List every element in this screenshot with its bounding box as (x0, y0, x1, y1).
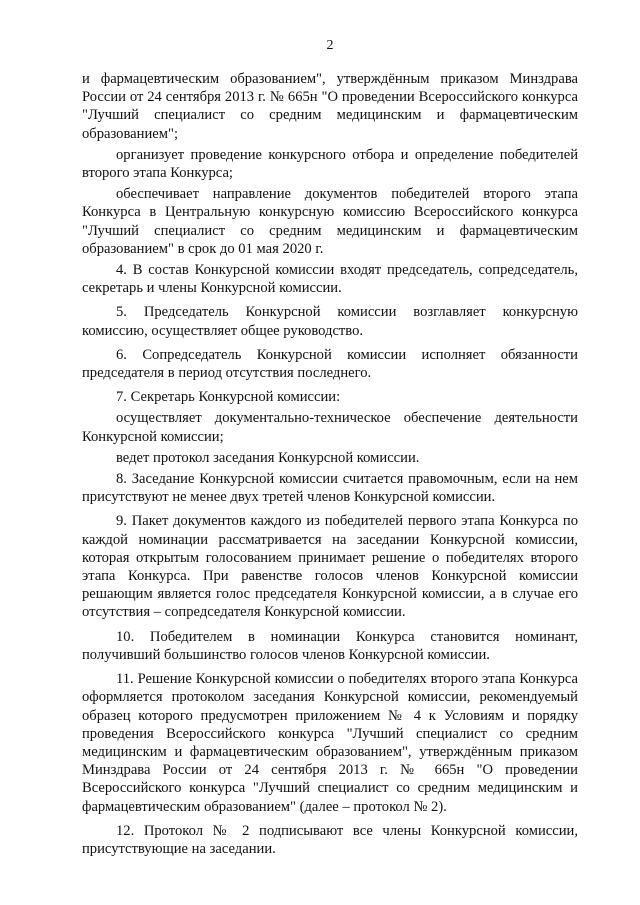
paragraph-organizes-selection: организует проведение конкурсного отбора и определение победителей второго этапа Конкурса; (82, 146, 578, 182)
paragraph-item-6: 6. Сопредседатель Конкурсной комиссии исполняет обязанности председателя в период отсутствия последнего. (82, 346, 578, 382)
paragraph-sends-documents: обеспечивает направление документов победителей второго этапа Конкурса в Центральную конкурсную комиссию Всероссийского конкурса "Лучший специалист со средним медицинским и фармацевтическим образованием" в срок до 01 мая 2020 г. (82, 186, 578, 257)
paragraph-continuation: и фармацевтическим образованием", утверждённым приказом Минздрава России от 24 сентября 2013 г. № 665н "О проведении Всероссийского конкурса "Лучший специалист со средним медицинским и фармацевтическим образованием"; (82, 71, 578, 142)
paragraph-item-10: 10. Победителем в номинации Конкурса становится номинант, получивший большинство голосов членов Конкурсной комиссии. (82, 628, 578, 663)
paragraph-secretary-duty-1: осуществляет документально-техническое обеспечение деятельности Конкурсной комиссии; (82, 410, 578, 445)
paragraph-item-12: 12. Протокол № 2 подписывают все члены Конкурсной комиссии, присутствующие на заседании. (82, 822, 578, 857)
paragraph-item-9: 9. Пакет документов каждого из победителей первого этапа Конкурса по каждой номинации рассматривается на заседании Конкурсной комиссии, которая открытым голосованием принимает решение о победителях второго этапа Конкурса. При равенстве голосов членов Конкурсной комиссии решающим является голос председателя Конкурсной комиссии, а в случае его отсутствия – сопредседателя Конкурсной комиссии. (82, 513, 578, 621)
document-body (82, 70, 578, 858)
paragraph-item-11: 11. Решение Конкурсной комиссии о победителях второго этапа Конкурса оформляется протоколом заседания Конкурсной комиссии, рекомендуемый образец которого предусмотрен приложением № 4 к Условиям и порядку проведения Всероссийского конкурса "Лучший специалист со средним медицинским и фармацевтическим образованием", утверждённым приказом Минздрава России от 24 сентября 2013 г. № 665н "О проведении Всероссийского конкурса "Лучший специалист со средним медицинским и фармацевтическим образованием" (далее – протокол № 2). (82, 671, 578, 815)
paragraph-item-7: 7. Секретарь Конкурсной комиссии: (116, 389, 341, 406)
paragraph-item-4: 4. В состав Конкурсной комиссии входят председатель, сопредседатель, секретарь и члены Конкурсной комиссии. (82, 262, 578, 297)
page-number: 2 (326, 38, 334, 53)
paragraph-item-8: 8. Заседание Конкурсной комиссии считается правомочным, если на нем присутствуют не менее двух третей членов Конкурсной комиссии. (82, 471, 578, 506)
paragraph-secretary-duty-2: ведет протокол заседания Конкурсной комиссии. (116, 449, 420, 466)
paragraph-item-5: 5. Председатель Конкурсной комиссии возглавляет конкурсную комиссию, осуществляет общее руководство. (82, 304, 578, 339)
